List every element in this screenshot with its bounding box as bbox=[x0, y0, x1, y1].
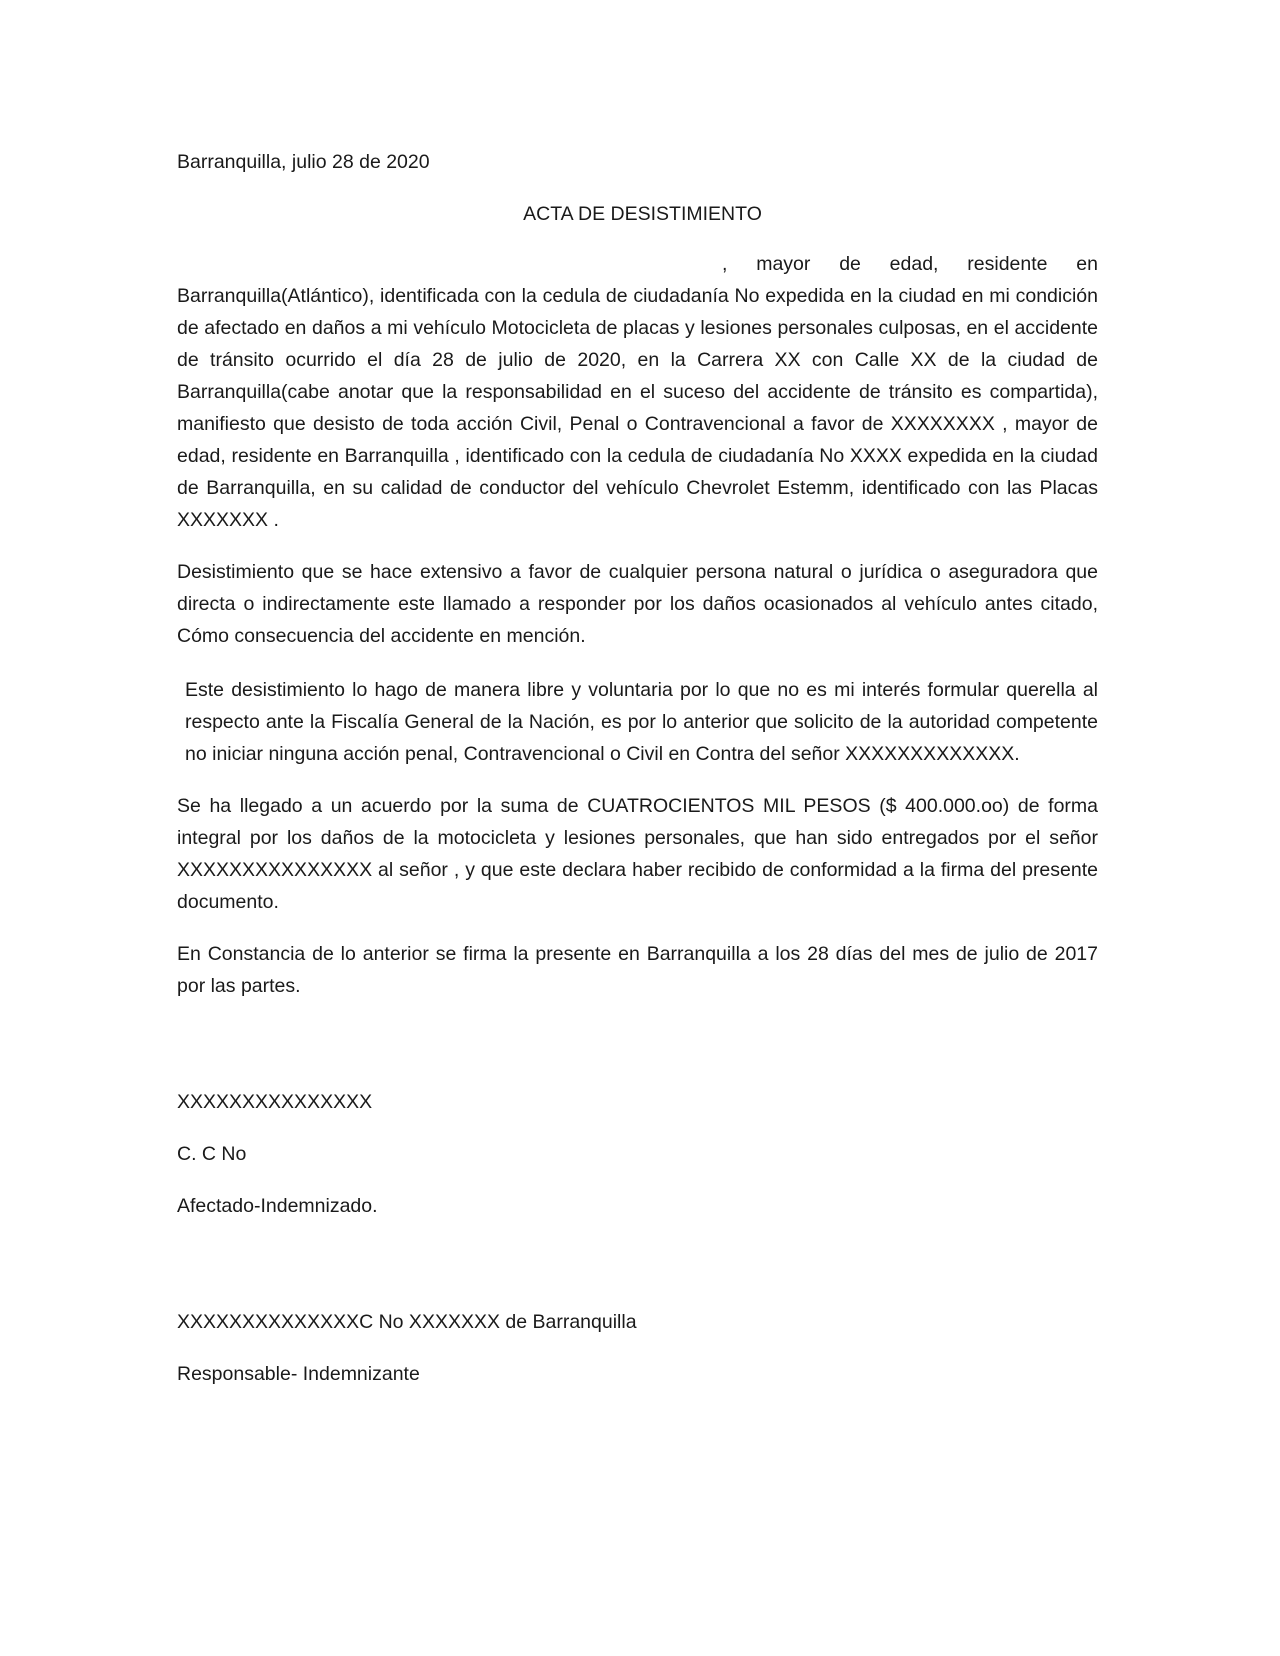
paragraph-extension: Desistimiento que se hace extensivo a favor de cualquier persona natural o jurídica o aseguradora que directa o indirectamente este llamado a responder por los daños ocasionados al vehículo antes citado, Cómo consecuencia del accidente en mención. bbox=[177, 561, 1098, 647]
document-body bbox=[177, 146, 1098, 1390]
paragraph-declaration bbox=[177, 248, 1098, 536]
signature-1-role: Afectado-Indemnizado. bbox=[177, 1195, 378, 1217]
paragraph-agreement: Se ha llegado a un acuerdo por la suma de CUATROCIENTOS MIL PESOS ($ 400.000.oo) de forma integral por los daños de la motocicleta y lesiones personales, que han sido entregados por el señor XXXXXXXXXXXXXXX al señor , y que este declara haber recibido de conformidad a la firma del presente documento. bbox=[177, 795, 1098, 913]
paragraph-declaration-text: , mayor de edad, residente en Barranquilla(Atlántico), identificada con la cedula de ciudadanía No expedida en la ciudad en mi condición de afectado en daños a mi vehículo Motocicleta de placas y lesiones personales culposas, en el accidente de tránsito ocurrido el día 28 de julio de 2020, en la Carrera XX con Calle XX de la ciudad de Barranquilla(cabe anotar que la responsabilidad en el suceso del accidente de tránsito es compartida), manifiesto que desisto de toda acción Civil, Penal o Contravencional a favor de XXXXXXXX , mayor de edad, residente en Barranquilla , identificado con la cedula de ciudadanía No XXXX expedida en la ciudad de Barranquilla, en su calidad de conductor del vehículo Chevrolet Estemm, identificado con las Placas XXXXXXX . bbox=[177, 253, 1098, 531]
signature-2-name-id: XXXXXXXXXXXXXXC No XXXXXXX de Barranquilla bbox=[177, 1311, 637, 1333]
date-line: Barranquilla, julio 28 de 2020 bbox=[177, 151, 430, 173]
signature-1-id: C. C No bbox=[177, 1143, 247, 1165]
signature-2-role: Responsable- Indemnizante bbox=[177, 1363, 420, 1385]
signature-1-name: XXXXXXXXXXXXXXX bbox=[177, 1091, 373, 1113]
document-title: ACTA DE DESISTIMIENTO bbox=[523, 203, 762, 225]
paragraph-constancy: En Constancia de lo anterior se firma la presente en Barranquilla a los 28 días del mes de julio de 2017 por las partes. bbox=[177, 943, 1098, 997]
paragraph-voluntary: Este desistimiento lo hago de manera libre y voluntaria por lo que no es mi interés formular querella al respecto ante la Fiscalía General de la Nación, es por lo anterior que solicito de la autoridad competente no iniciar ninguna acción penal, Contravencional o Civil en Contra del señor XXXXXXXXXXXXX. bbox=[185, 679, 1098, 765]
